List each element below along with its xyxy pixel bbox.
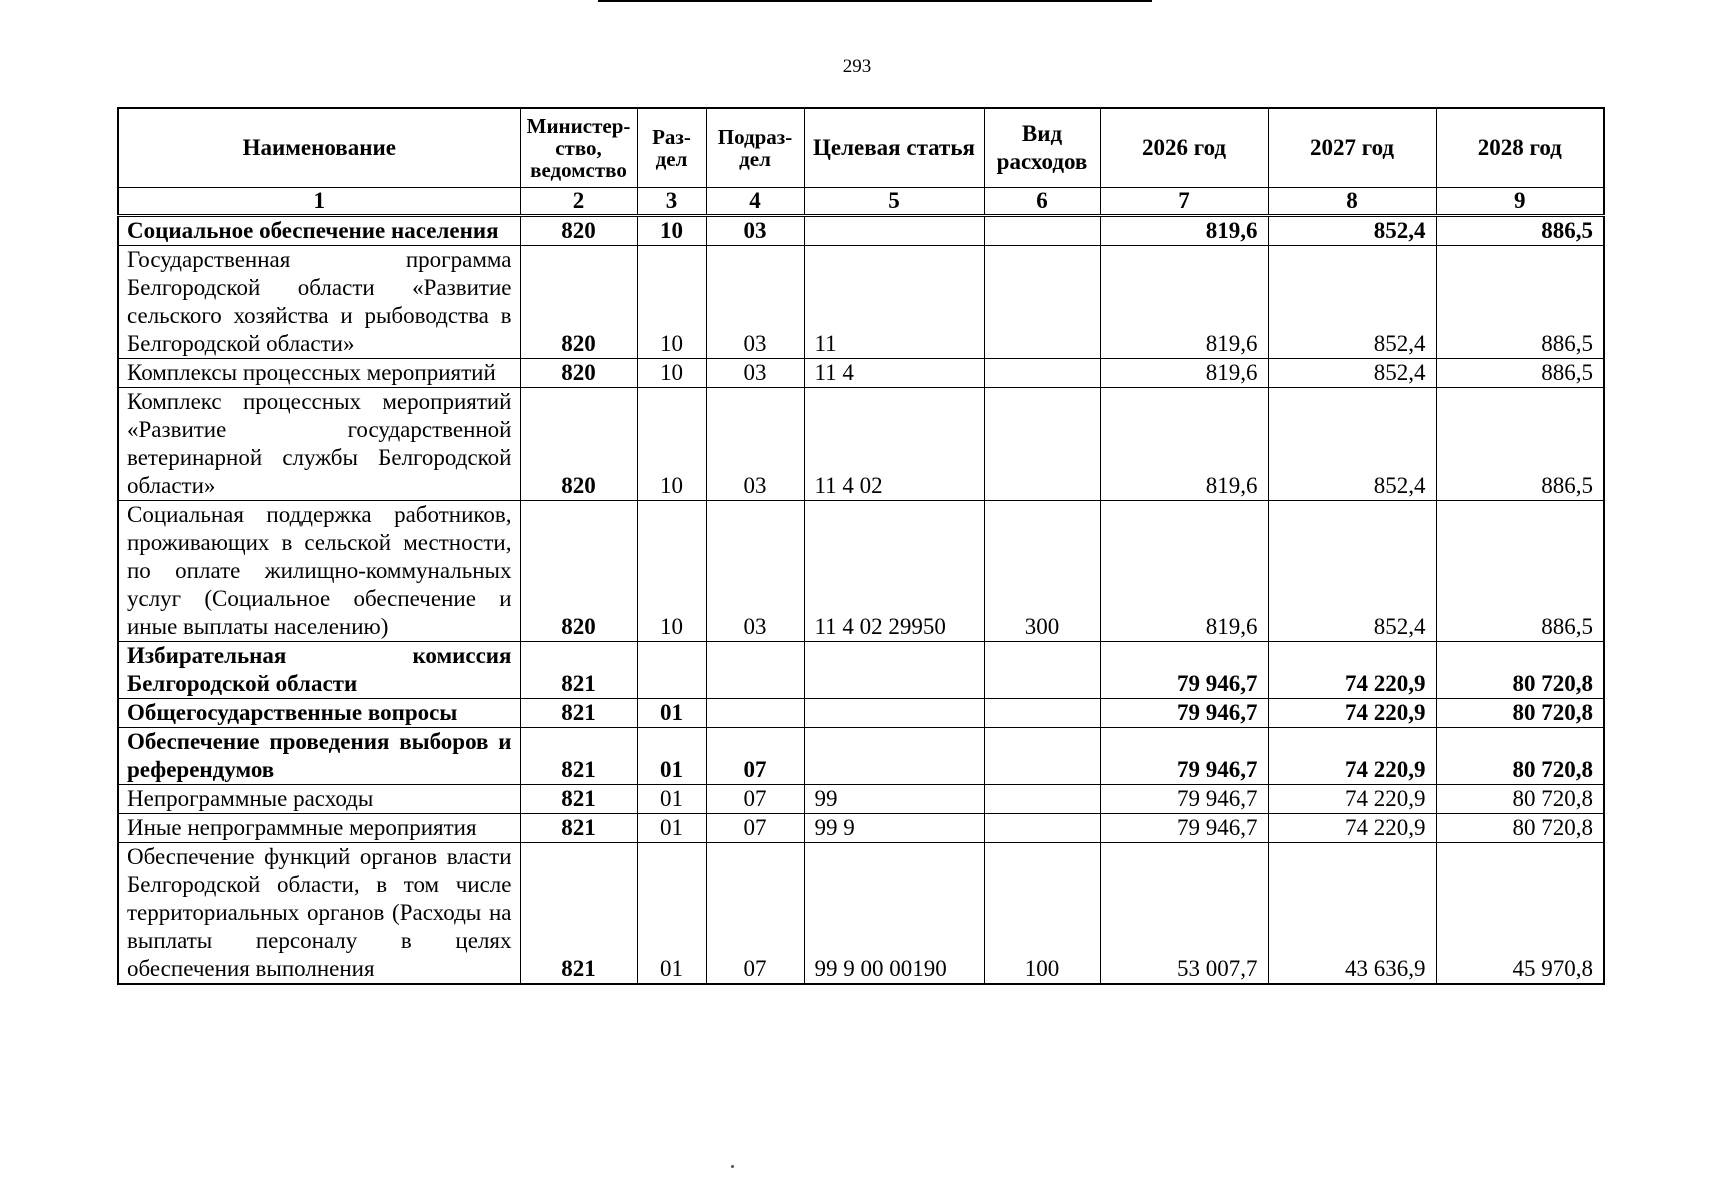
top-rule xyxy=(598,0,1152,2)
row-amount-2026: 79 946,7 xyxy=(1100,728,1268,785)
table-row xyxy=(118,699,1604,728)
row-amount-2028: 886,5 xyxy=(1436,388,1604,501)
row-amount-2027: 74 220,9 xyxy=(1268,642,1436,699)
row-amount-2027: 852,4 xyxy=(1268,359,1436,388)
row-amount-2027: 74 220,9 xyxy=(1268,699,1436,728)
row-amount-2027: 852,4 xyxy=(1268,216,1436,246)
row-name: Непрограммные расходы xyxy=(118,785,520,814)
row-name: Обеспечение проведения выборов и референдумов xyxy=(118,728,520,785)
column-number: 2 xyxy=(520,188,637,216)
row-expense-type xyxy=(984,785,1100,814)
header-expense-type: Вид расходов xyxy=(984,108,1100,188)
row-subsection xyxy=(706,642,804,699)
header-row xyxy=(118,108,1604,188)
page-number: 293 xyxy=(842,56,872,77)
header-ministry: Министер-ство, ведомство xyxy=(520,108,637,188)
header-target: Целевая статья xyxy=(804,108,984,188)
row-expense-type xyxy=(984,246,1100,359)
row-subsection: 07 xyxy=(706,814,804,843)
row-subsection: 07 xyxy=(706,843,804,985)
row-target-article xyxy=(804,216,984,246)
row-expense-type xyxy=(984,216,1100,246)
row-amount-2026: 819,6 xyxy=(1100,501,1268,642)
row-amount-2027: 74 220,9 xyxy=(1268,785,1436,814)
header-subsection: Подраз-дел xyxy=(706,108,804,188)
column-number: 9 xyxy=(1436,188,1604,216)
row-amount-2026: 819,6 xyxy=(1100,359,1268,388)
row-amount-2028: 80 720,8 xyxy=(1436,642,1604,699)
column-number: 8 xyxy=(1268,188,1436,216)
row-section xyxy=(637,642,706,699)
row-section: 01 xyxy=(637,814,706,843)
row-amount-2028: 45 970,8 xyxy=(1436,843,1604,985)
row-target-article xyxy=(804,642,984,699)
column-number: 1 xyxy=(118,188,520,216)
header-name: Наименование xyxy=(118,108,520,188)
row-name: Комплекс процессных мероприятий «Развитие государственной ветеринарной службы Белгородской области» xyxy=(118,388,520,501)
row-amount-2026: 819,6 xyxy=(1100,246,1268,359)
row-name: Иные непрограммные мероприятия xyxy=(118,814,520,843)
row-amount-2026: 53 007,7 xyxy=(1100,843,1268,985)
row-ministry: 820 xyxy=(520,359,637,388)
table-row xyxy=(118,359,1604,388)
row-expense-type: 100 xyxy=(984,843,1100,985)
row-amount-2028: 886,5 xyxy=(1436,359,1604,388)
budget-table xyxy=(117,107,1605,985)
row-name: Обеспечение функций органов власти Белгородской области, в том числе территориальных органов (Расходы на выплаты персоналу в целях обеспечения выполнения xyxy=(118,843,520,985)
row-subsection: 03 xyxy=(706,216,804,246)
row-name: Комплексы процессных мероприятий xyxy=(118,359,520,388)
header-section: Раз-дел xyxy=(637,108,706,188)
table-row xyxy=(118,814,1604,843)
row-section: 01 xyxy=(637,699,706,728)
table-row xyxy=(118,728,1604,785)
row-ministry: 820 xyxy=(520,501,637,642)
row-ministry: 820 xyxy=(520,388,637,501)
row-subsection: 03 xyxy=(706,246,804,359)
row-amount-2027: 74 220,9 xyxy=(1268,728,1436,785)
row-expense-type xyxy=(984,642,1100,699)
row-expense-type xyxy=(984,699,1100,728)
row-amount-2026: 79 946,7 xyxy=(1100,642,1268,699)
row-amount-2026: 819,6 xyxy=(1100,388,1268,501)
row-ministry: 820 xyxy=(520,246,637,359)
row-name: Избирательная комиссия Белгородской области xyxy=(118,642,520,699)
row-section: 10 xyxy=(637,501,706,642)
header-year-2027: 2027 год xyxy=(1268,108,1436,188)
row-target-article: 99 9 00 00190 xyxy=(804,843,984,985)
row-section: 01 xyxy=(637,843,706,985)
row-subsection: 07 xyxy=(706,728,804,785)
row-target-article: 11 4 02 xyxy=(804,388,984,501)
row-amount-2027: 74 220,9 xyxy=(1268,814,1436,843)
row-amount-2026: 79 946,7 xyxy=(1100,699,1268,728)
row-section: 10 xyxy=(637,216,706,246)
row-subsection: 03 xyxy=(706,501,804,642)
row-expense-type xyxy=(984,388,1100,501)
row-name: Общегосударственные вопросы xyxy=(118,699,520,728)
row-amount-2028: 80 720,8 xyxy=(1436,728,1604,785)
table-row xyxy=(118,388,1604,501)
column-number: 6 xyxy=(984,188,1100,216)
row-amount-2027: 852,4 xyxy=(1268,246,1436,359)
row-ministry: 821 xyxy=(520,642,637,699)
row-amount-2028: 886,5 xyxy=(1436,501,1604,642)
row-amount-2028: 886,5 xyxy=(1436,246,1604,359)
row-amount-2028: 80 720,8 xyxy=(1436,699,1604,728)
row-target-article: 11 4 02 29950 xyxy=(804,501,984,642)
row-amount-2028: 80 720,8 xyxy=(1436,814,1604,843)
row-amount-2027: 852,4 xyxy=(1268,388,1436,501)
header-year-2026: 2026 год xyxy=(1100,108,1268,188)
table-row xyxy=(118,246,1604,359)
row-amount-2027: 43 636,9 xyxy=(1268,843,1436,985)
row-target-article: 11 xyxy=(804,246,984,359)
row-ministry: 821 xyxy=(520,699,637,728)
header-year-2028: 2028 год xyxy=(1436,108,1604,188)
column-number-row xyxy=(118,188,1604,216)
row-amount-2026: 79 946,7 xyxy=(1100,785,1268,814)
row-expense-type xyxy=(984,359,1100,388)
row-expense-type xyxy=(984,814,1100,843)
table-row xyxy=(118,501,1604,642)
scan-speck xyxy=(731,1165,734,1168)
row-ministry: 821 xyxy=(520,814,637,843)
row-target-article: 99 xyxy=(804,785,984,814)
column-number: 4 xyxy=(706,188,804,216)
row-ministry: 821 xyxy=(520,728,637,785)
table-row xyxy=(118,785,1604,814)
row-amount-2026: 819,6 xyxy=(1100,216,1268,246)
column-number: 5 xyxy=(804,188,984,216)
column-number: 7 xyxy=(1100,188,1268,216)
row-section: 10 xyxy=(637,359,706,388)
row-ministry: 821 xyxy=(520,785,637,814)
row-expense-type: 300 xyxy=(984,501,1100,642)
table-row xyxy=(118,216,1604,246)
table-row xyxy=(118,843,1604,985)
row-target-article xyxy=(804,728,984,785)
row-target-article xyxy=(804,699,984,728)
row-expense-type xyxy=(984,728,1100,785)
row-subsection: 03 xyxy=(706,388,804,501)
row-name: Социальное обеспечение населения xyxy=(118,216,520,246)
row-name: Социальная поддержка работников, проживающих в сельской местности, по оплате жилищно-коммунальных услуг (Социальное обеспечение и иные выплаты населению) xyxy=(118,501,520,642)
row-target-article: 11 4 xyxy=(804,359,984,388)
row-amount-2027: 852,4 xyxy=(1268,501,1436,642)
row-name: Государственная программа Белгородской области «Развитие сельского хозяйства и рыбоводства в Белгородской области» xyxy=(118,246,520,359)
row-section: 10 xyxy=(637,388,706,501)
row-section: 01 xyxy=(637,785,706,814)
row-ministry: 820 xyxy=(520,216,637,246)
row-subsection: 03 xyxy=(706,359,804,388)
row-subsection xyxy=(706,699,804,728)
row-amount-2026: 79 946,7 xyxy=(1100,814,1268,843)
row-target-article: 99 9 xyxy=(804,814,984,843)
row-amount-2028: 80 720,8 xyxy=(1436,785,1604,814)
row-ministry: 821 xyxy=(520,843,637,985)
row-subsection: 07 xyxy=(706,785,804,814)
row-section: 10 xyxy=(637,246,706,359)
column-number: 3 xyxy=(637,188,706,216)
row-section: 01 xyxy=(637,728,706,785)
table-row xyxy=(118,642,1604,699)
row-amount-2028: 886,5 xyxy=(1436,216,1604,246)
